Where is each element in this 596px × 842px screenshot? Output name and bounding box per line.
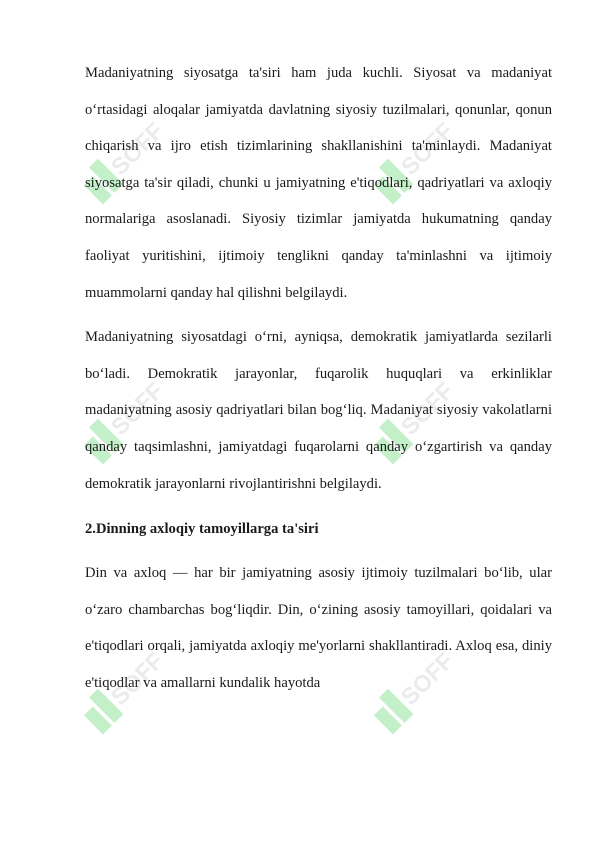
svg-text:SOFF: SOFF bbox=[105, 117, 169, 180]
svg-text:SOFF: SOFF bbox=[105, 377, 169, 440]
svg-text:SOFF: SOFF bbox=[395, 647, 459, 710]
document-page bbox=[85, 55, 552, 702]
body-paragraph: Din va axloq — har bir jamiyatning asosiy ijtimoiy tuzilmalari bo‘lib, ular o‘zaro chambarchas bog‘liqdir. Din, o‘zining asosiy tamoyillari, qoidalari va e'tiqodlari orqali, jamiyatda axloqiy me'yorlarni shakllantiradi. Axloq esa, diniy e'tiqodlar va amallarni kundalik hayotda bbox=[85, 565, 552, 691]
body-paragraph: Madaniyatning siyosatdagi o‘rni, ayniqsa, demokratik jamiyatlarda sezilarli bo‘ladi. Demokratik jarayonlar, fuqarolik huquqlari va erkinliklar madaniyatning asosiy qadriyatlari bilan bog‘liq. Madaniyat siyosiy vakolatlarni qanday taqsimlashni, jamiyatdagi fuqarolarni qanday o‘zgartirish va qanday demokratik jarayonlarni rivojlantirishni belgilaydi. bbox=[85, 329, 552, 492]
svg-text:SOFF: SOFF bbox=[395, 117, 459, 180]
section-heading: 2.Dinning axloqiy tamoyillarga ta'siri bbox=[85, 521, 319, 538]
svg-text:SOFF: SOFF bbox=[395, 377, 459, 440]
body-paragraph: Madaniyatning siyosatga ta'siri ham juda kuchli. Siyosat va madaniyat o‘rtasidagi aloqalar jamiyatda davlatning siyosiy tuzilmalari, qonunlar, qonun chiqarish va ijro etish tizimlarining shakllanishini ta'minlaydi. Madaniyat siyosatga ta'sir qiladi, chunki u jamiyatning e'tiqodlari, qadriyatlari va axloqiy normalariga asoslanadi. Siyosiy tizimlar jamiyatda hukumatning qanday faoliyat yuritishini, ijtimoiy tenglikni qanday ta'minlashni va ijtimoiy muammolarni qanday hal qilishni belgilaydi. bbox=[85, 65, 552, 301]
svg-text:SOFF: SOFF bbox=[105, 647, 169, 710]
